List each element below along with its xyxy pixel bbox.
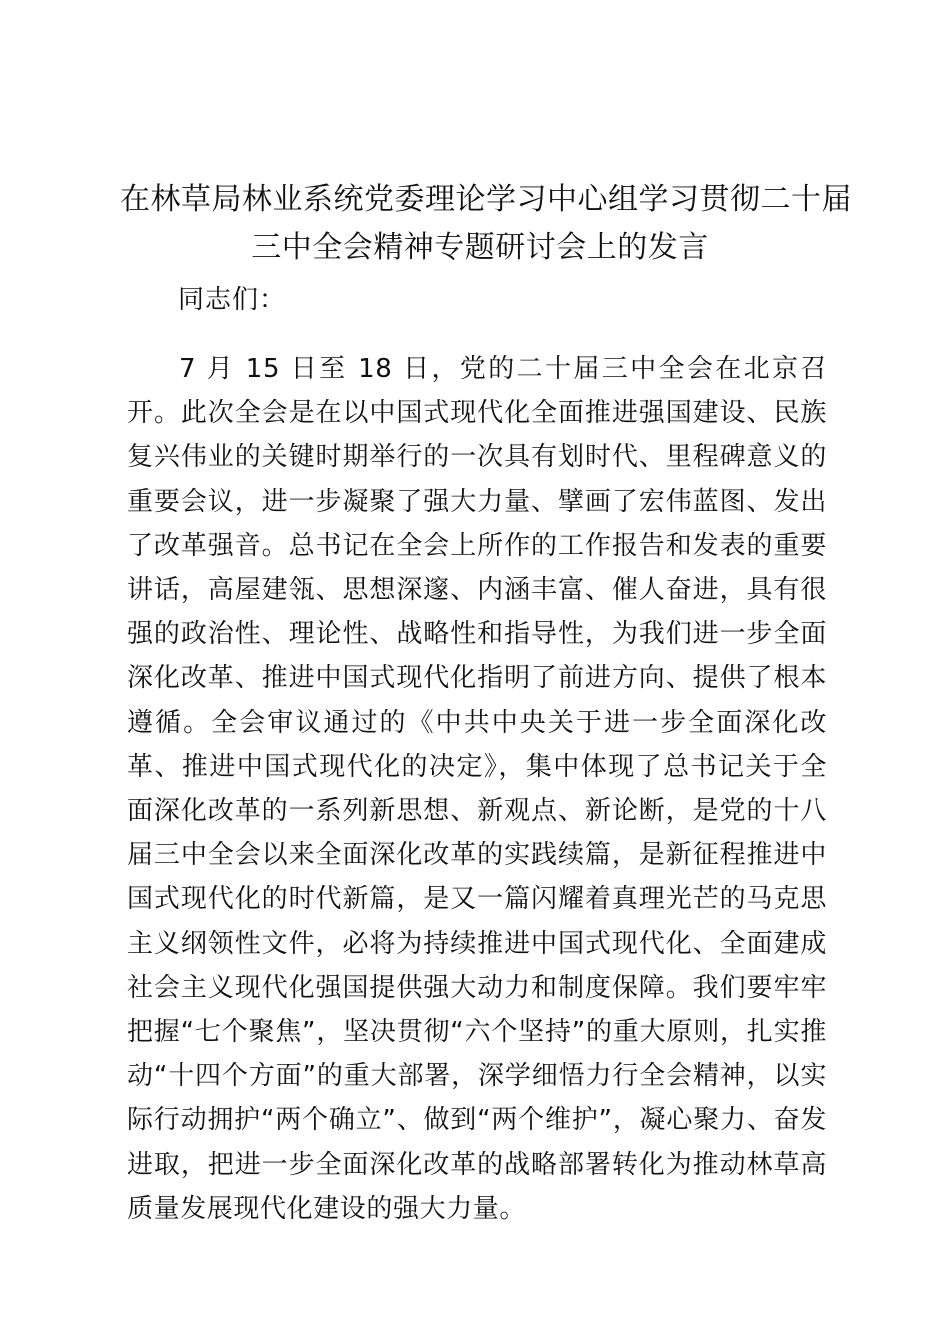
body-paragraph: 7 月 15 日至 18 日，党的二十届三中全会在北京召开。此次全会是在以中国式现代化全面推进强国建设、民族复兴伟业的关键时期举行的一次具有划时代、里程碑意义的重要会议，进一步凝聚了强大力量、擘画了宏伟蓝图、发出了改革强音。总书记在全会上所作的工作报告和发表的重要讲话，高屋建瓴、思想深邃、内涵丰富、催人奋进，具有很强的政治性、理论性、战略性和指导性，为我们进一步全面深化改革、推进中国式现代化指明了前进方向、提供了根本遵循。全会审议通过的《中共中央关于进一步全面深化改革、推进中国式现代化的决定》，集中体现了总书记关于全面深化改革的一系列新思想、新观点、新论断，是党的十八届三中全会以来全面深化改革的实践续篇，是新征程推进中国式现代化的时代新篇，是又一篇闪耀着真理光芒的马克思主义纲领性文件，必将为持续推进中国式现代化、全面建成社会主义现代化强国提供强大动力和制度保障。我们要牢牢把握“七个聚焦”，坚决贯彻“六个坚持”的重大原则，扎实推动“十四个方面”的重大部署，深学细悟力行全会精神，以实际行动拥护“两个确立”、做到“两个维护”，凝心聚力、奋发进取，把进一步全面深化改革的战略部署转化为推动林草高质量发展现代化建设的强大力量。: [127, 354, 827, 1224]
document-title: [120, 176, 852, 272]
title-line-2: 三中全会精神专题研讨会上的发言: [251, 230, 709, 265]
title-line-1: 在林草局林业系统党委理论学习中心组学习贯彻二十届: [120, 182, 852, 217]
salutation: 同志们：: [178, 285, 287, 315]
